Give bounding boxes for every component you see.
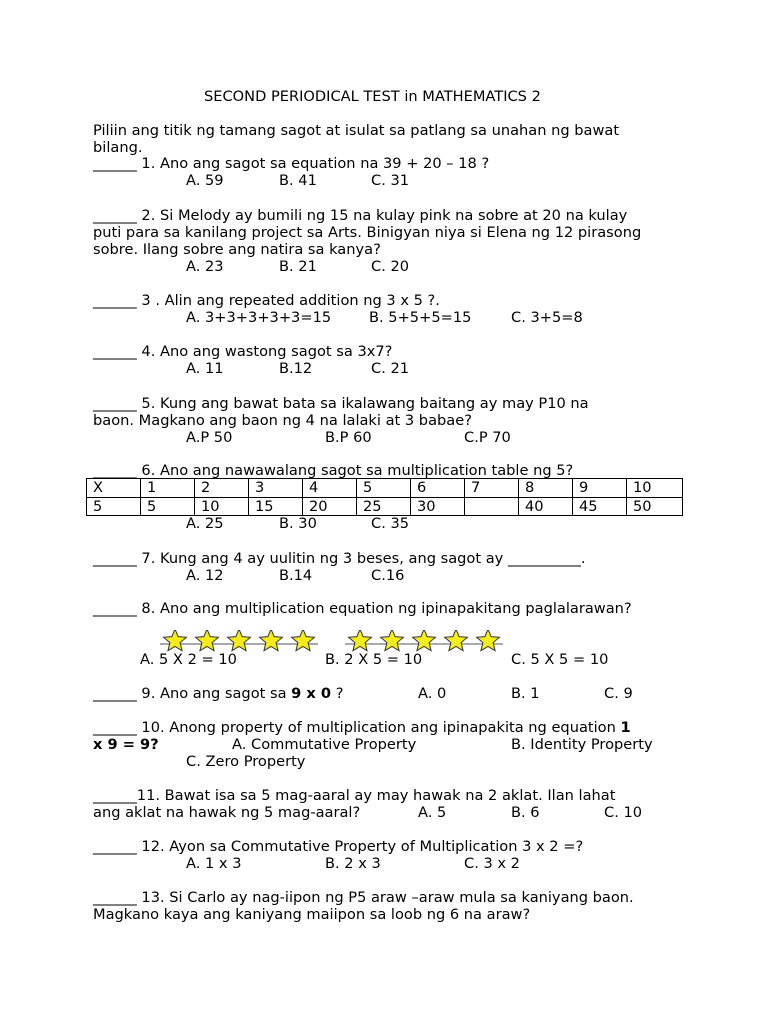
- q2-choice-b: B. 21: [279, 258, 317, 275]
- table-cell: 15: [249, 497, 303, 516]
- table-cell: 25: [357, 497, 411, 516]
- question-7: ______ 7. Kung ang 4 ay uulitin ng 3 beses, ang sagot ay __________.: [93, 550, 586, 567]
- q4-choice-c: C. 21: [371, 360, 410, 377]
- q7-choice-c: C.16: [371, 567, 405, 584]
- question-11-line-2: ang aklat na hawak ng 5 mag-aaral?: [93, 804, 361, 821]
- q8-choice-b: B. 2 X 5 = 10: [325, 651, 423, 668]
- table-cell: 5: [87, 497, 141, 516]
- q9-choice-a: A. 0: [418, 685, 447, 702]
- star-icon: [292, 630, 315, 651]
- star-icon: [196, 630, 219, 651]
- question-13-line-2: Magkano kaya ang kaniyang maiipon sa loob ng 6 na araw?: [93, 906, 531, 923]
- instructions-line-2: bilang.: [93, 139, 143, 156]
- q2-choice-c: C. 20: [371, 258, 410, 275]
- q5-choice-b: B.P 60: [325, 429, 372, 446]
- q4-choice-a: A. 11: [186, 360, 224, 377]
- table-cell: 20: [303, 497, 357, 516]
- table-cell: X: [87, 479, 141, 498]
- question-10: ______ 10. Anong property of multiplication ang ipinapakita ng equation 1: [93, 719, 631, 736]
- star-icon: [381, 630, 404, 651]
- answer-blank[interactable]: ______: [93, 155, 137, 172]
- q1-choice-c: C. 31: [371, 172, 410, 189]
- star-icon: [260, 630, 283, 651]
- star-icon: [349, 630, 372, 651]
- question-13: ______ 13. Si Carlo ay nag-iipon ng P5 araw –araw mula sa kaniyang baon.: [93, 889, 634, 906]
- star-icon: [228, 630, 251, 651]
- q3-choice-c: C. 3+5=8: [511, 309, 583, 326]
- question-12: ______ 12. Ayon sa Commutative Property of Multiplication 3 x 2 =?: [93, 838, 584, 855]
- q10-choice-b: B. Identity Property: [511, 736, 653, 753]
- q3-choice-b: B. 5+5+5=15: [369, 309, 472, 326]
- table-cell: 3: [249, 479, 303, 498]
- table-cell: 50: [627, 497, 683, 516]
- table-cell: 5: [141, 497, 195, 516]
- question-6: ______ 6. Ano ang nawawalang sagot sa multiplication table ng 5?: [93, 462, 574, 479]
- table-cell: 10: [195, 497, 249, 516]
- q6-choice-a: A. 25: [186, 515, 224, 532]
- q5-choice-c: C.P 70: [464, 429, 511, 446]
- q10-choice-c: C. Zero Property: [186, 753, 306, 770]
- answer-blank[interactable]: ______: [93, 787, 137, 804]
- question-10-line-2: x 9 = 9?: [93, 736, 159, 753]
- q2-choice-a: A. 23: [186, 258, 224, 275]
- star-icon: [413, 630, 436, 651]
- answer-blank[interactable]: ______: [93, 685, 137, 702]
- q12-choice-a: A. 1 x 3: [186, 855, 242, 872]
- star-group-1: [160, 630, 318, 652]
- question-2-line-2: puti para sa kanilang project sa Arts. Binigyan niya si Elena ng 12 pirasong: [93, 224, 642, 241]
- answer-blank[interactable]: ______: [93, 719, 137, 736]
- star-icon: [164, 630, 187, 651]
- q8-choice-c: C. 5 X 5 = 10: [511, 651, 609, 668]
- answer-blank[interactable]: ______: [93, 889, 137, 906]
- question-5-line-2: baon. Magkano ang baon ng 4 na lalaki at 3 babae?: [93, 412, 472, 429]
- star-group-2: [345, 630, 503, 652]
- q9-choice-c: C. 9: [604, 685, 633, 702]
- question-4: ______ 4. Ano ang wastong sagot sa 3x7?: [93, 343, 393, 360]
- question-3: ______ 3 . Alin ang repeated addition ng 3 x 5 ?.: [93, 292, 440, 309]
- table-cell: 40: [519, 497, 573, 516]
- multiplication-table: [86, 478, 683, 516]
- table-cell: 7: [465, 479, 519, 498]
- instructions-line-1: Piliin ang titik ng tamang sagot at isulat sa patlang sa unahan ng bawat: [93, 122, 620, 139]
- question-2-line-3: sobre. Ilang sobre ang natira sa kanya?: [93, 241, 381, 258]
- table-cell: 30: [411, 497, 465, 516]
- q5-choice-a: A.P 50: [186, 429, 233, 446]
- answer-blank[interactable]: ______: [93, 838, 137, 855]
- q8-choice-a: A. 5 X 2 = 10: [140, 651, 237, 668]
- answer-blank[interactable]: ______: [93, 292, 137, 309]
- answer-blank[interactable]: ______: [93, 462, 137, 479]
- answer-blank[interactable]: ______: [93, 395, 137, 412]
- q6-choice-c: C. 35: [371, 515, 410, 532]
- q9-choice-b: B. 1: [511, 685, 540, 702]
- table-cell: 45: [573, 497, 627, 516]
- q10-choice-a: A. Commutative Property: [232, 736, 417, 753]
- question-11: ______11. Bawat isa sa 5 mag-aaral ay may hawak na 2 aklat. Ilan lahat: [93, 787, 616, 804]
- table-row: [87, 479, 683, 498]
- q3-choice-a: A. 3+3+3+3+3=15: [186, 309, 332, 326]
- table-cell: 6: [411, 479, 465, 498]
- table-cell: 8: [519, 479, 573, 498]
- q6-choice-b: B. 30: [279, 515, 317, 532]
- table-cell: 10: [627, 479, 683, 498]
- answer-blank[interactable]: ______: [93, 343, 137, 360]
- q7-choice-a: A. 12: [186, 567, 224, 584]
- question-9: ______ 9. Ano ang sagot sa 9 x 0 ?: [93, 685, 344, 702]
- table-cell: 5: [357, 479, 411, 498]
- star-icon: [445, 630, 468, 651]
- q4-choice-b: B.12: [279, 360, 313, 377]
- table-row: [87, 497, 683, 516]
- q11-choice-b: B. 6: [511, 804, 540, 821]
- question-2: ______ 2. Si Melody ay bumili ng 15 na kulay pink na sobre at 20 na kulay: [93, 207, 628, 224]
- star-icon: [477, 630, 500, 651]
- question-5: ______ 5. Kung ang bawat bata sa ikalawang baitang ay may P10 na: [93, 395, 589, 412]
- q12-choice-b: B. 2 x 3: [325, 855, 381, 872]
- question-8: ______ 8. Ano ang multiplication equation ng ipinapakitang paglalarawan?: [93, 600, 632, 617]
- q7-choice-b: B.14: [279, 567, 313, 584]
- star-group-svg: [160, 630, 318, 652]
- q11-choice-a: A. 5: [418, 804, 447, 821]
- q12-choice-c: C. 3 x 2: [464, 855, 520, 872]
- table-cell: 1: [141, 479, 195, 498]
- q1-choice-b: B. 41: [279, 172, 317, 189]
- q11-choice-c: C. 10: [604, 804, 643, 821]
- table-cell: 9: [573, 479, 627, 498]
- answer-blank[interactable]: ______: [93, 600, 137, 617]
- table-cell: 2: [195, 479, 249, 498]
- table-cell-missing: [465, 497, 519, 516]
- page-title: SECOND PERIODICAL TEST in MATHEMATICS 2: [204, 88, 541, 105]
- q1-choice-a: A. 59: [186, 172, 224, 189]
- answer-blank[interactable]: ______: [93, 550, 137, 567]
- table-cell: 4: [303, 479, 357, 498]
- question-1: ______ 1. Ano ang sagot sa equation na 39 + 20 – 18 ?: [93, 155, 490, 172]
- answer-blank[interactable]: ______: [93, 207, 137, 224]
- star-group-svg: [345, 630, 503, 652]
